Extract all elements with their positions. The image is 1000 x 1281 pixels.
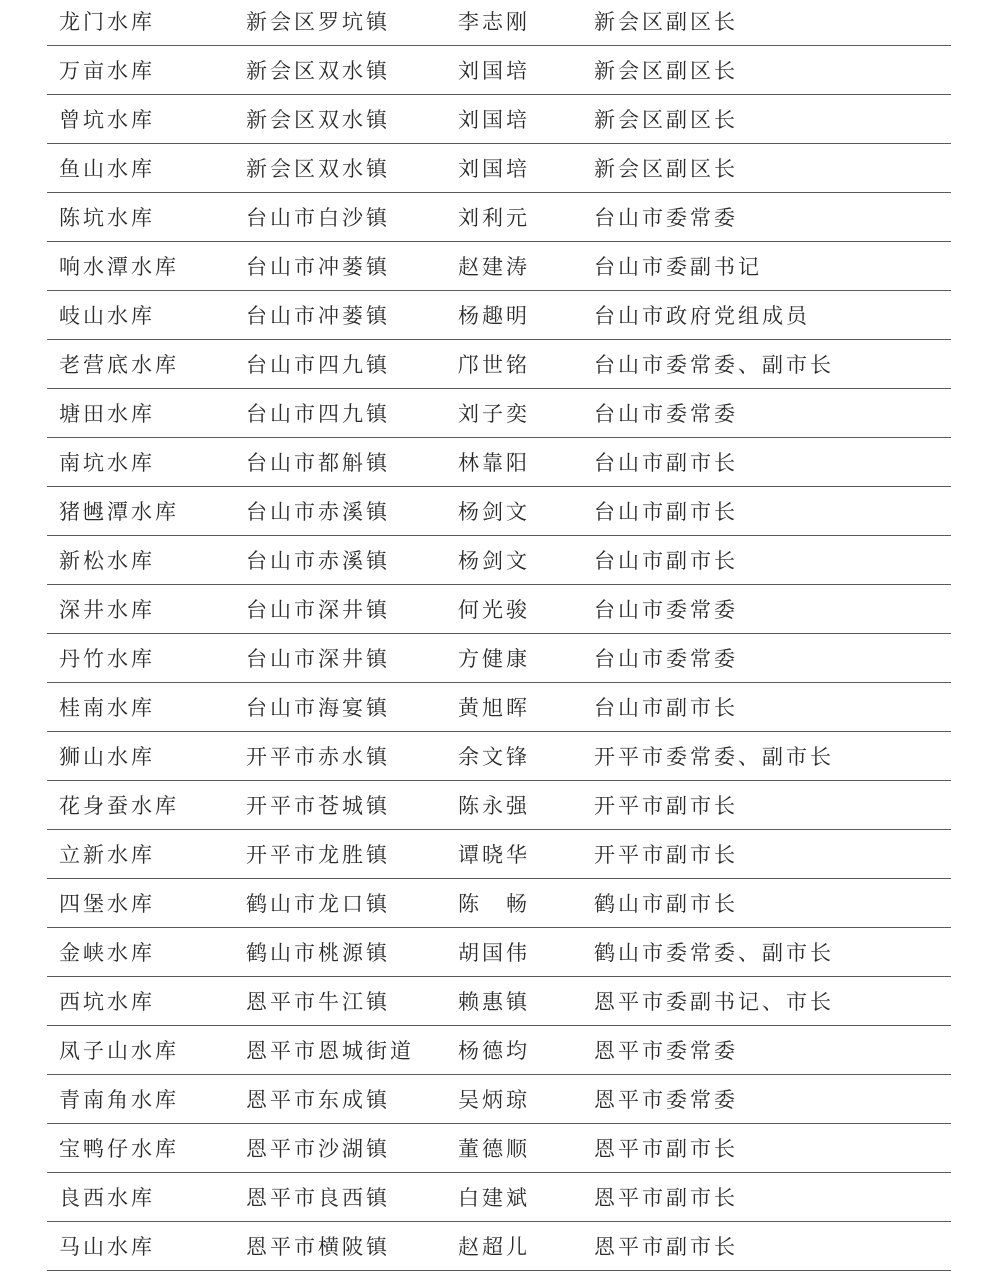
location-cell: 开平市龙胜镇	[246, 843, 390, 867]
position-title-cell: 开平市副市长	[594, 843, 738, 867]
table-row	[47, 634, 951, 683]
reservoir-name-cell: 西坑水库	[59, 990, 155, 1014]
location-cell: 鹤山市龙口镇	[246, 892, 390, 916]
position-title-cell: 台山市委常委	[594, 647, 738, 671]
table-row	[47, 1124, 951, 1173]
responsible-person-cell: 杨剑文	[458, 549, 530, 573]
position-title-cell: 新会区副区长	[594, 59, 738, 83]
table-row	[47, 438, 951, 487]
location-cell: 恩平市东成镇	[246, 1088, 390, 1112]
location-cell: 台山市深井镇	[246, 598, 390, 622]
reservoir-name-cell: 凤子山水库	[59, 1039, 179, 1063]
table-row	[47, 879, 951, 928]
responsible-person-cell: 林靠阳	[458, 451, 530, 475]
position-title-cell: 台山市副市长	[594, 451, 738, 475]
location-cell: 鹤山市桃源镇	[246, 941, 390, 965]
reservoir-name-cell: 马山水库	[59, 1235, 155, 1259]
reservoir-name-cell: 四堡水库	[59, 892, 155, 916]
position-title-cell: 恩平市副市长	[594, 1235, 738, 1259]
responsible-person-cell: 刘利元	[458, 206, 530, 230]
table-row	[47, 389, 951, 438]
location-cell: 台山市四九镇	[246, 402, 390, 426]
reservoir-name-cell: 深井水库	[59, 598, 155, 622]
location-cell: 恩平市恩城街道	[246, 1039, 414, 1063]
table-row	[47, 1222, 951, 1271]
responsible-person-cell: 杨剑文	[458, 500, 530, 524]
position-title-cell: 新会区副区长	[594, 10, 738, 34]
position-title-cell: 恩平市委常委	[594, 1088, 738, 1112]
table-row	[47, 291, 951, 340]
responsible-person-cell: 刘国培	[458, 108, 530, 132]
reservoir-name-cell: 猪乸潭水库	[59, 500, 179, 524]
location-cell: 恩平市横陂镇	[246, 1235, 390, 1259]
location-cell: 开平市赤水镇	[246, 745, 390, 769]
responsible-person-cell: 方健康	[458, 647, 530, 671]
location-cell: 台山市四九镇	[246, 353, 390, 377]
responsible-person-cell: 何光骏	[458, 598, 530, 622]
reservoir-name-cell: 青南角水库	[59, 1088, 179, 1112]
responsible-person-cell: 黄旭晖	[458, 696, 530, 720]
reservoir-responsibility-table	[47, 0, 951, 1271]
responsible-person-cell: 吴炳琼	[458, 1088, 530, 1112]
responsible-person-cell: 白建斌	[458, 1186, 530, 1210]
position-title-cell: 台山市副市长	[594, 549, 738, 573]
reservoir-name-cell: 桂南水库	[59, 696, 155, 720]
position-title-cell: 开平市委常委、副市长	[594, 745, 834, 769]
table-row	[47, 1075, 951, 1124]
responsible-person-cell: 杨趣明	[458, 304, 530, 328]
location-cell: 恩平市良西镇	[246, 1186, 390, 1210]
position-title-cell: 台山市委副书记	[594, 255, 762, 279]
reservoir-name-cell: 岐山水库	[59, 304, 155, 328]
table-row	[47, 1026, 951, 1075]
position-title-cell: 台山市委常委	[594, 206, 738, 230]
responsible-person-cell: 陈 畅	[458, 892, 530, 916]
position-title-cell: 恩平市委副书记、市长	[594, 990, 834, 1014]
position-title-cell: 开平市副市长	[594, 794, 738, 818]
table-row	[47, 487, 951, 536]
responsible-person-cell: 谭晓华	[458, 843, 530, 867]
position-title-cell: 鹤山市委常委、副市长	[594, 941, 834, 965]
location-cell: 新会区双水镇	[246, 157, 390, 181]
location-cell: 开平市苍城镇	[246, 794, 390, 818]
responsible-person-cell: 赵超儿	[458, 1235, 530, 1259]
position-title-cell: 台山市委常委、副市长	[594, 353, 834, 377]
responsible-person-cell: 邝世铭	[458, 353, 530, 377]
responsible-person-cell: 刘子奕	[458, 402, 530, 426]
responsible-person-cell: 刘国培	[458, 59, 530, 83]
reservoir-name-cell: 金峡水库	[59, 941, 155, 965]
reservoir-name-cell: 花身蚕水库	[59, 794, 179, 818]
reservoir-name-cell: 塘田水库	[59, 402, 155, 426]
table-row	[47, 830, 951, 879]
position-title-cell: 恩平市副市长	[594, 1186, 738, 1210]
responsible-person-cell: 董德顺	[458, 1137, 530, 1161]
position-title-cell: 恩平市副市长	[594, 1137, 738, 1161]
position-title-cell: 台山市委常委	[594, 598, 738, 622]
location-cell: 台山市白沙镇	[246, 206, 390, 230]
table-row	[47, 928, 951, 977]
position-title-cell: 台山市副市长	[594, 500, 738, 524]
location-cell: 台山市赤溪镇	[246, 500, 390, 524]
responsible-person-cell: 赵建涛	[458, 255, 530, 279]
reservoir-name-cell: 良西水库	[59, 1186, 155, 1210]
table-row	[47, 732, 951, 781]
reservoir-name-cell: 陈坑水库	[59, 206, 155, 230]
reservoir-name-cell: 响水潭水库	[59, 255, 179, 279]
responsible-person-cell: 李志刚	[458, 10, 530, 34]
reservoir-name-cell: 鱼山水库	[59, 157, 155, 181]
location-cell: 恩平市沙湖镇	[246, 1137, 390, 1161]
reservoir-name-cell: 南坑水库	[59, 451, 155, 475]
reservoir-name-cell: 万亩水库	[59, 59, 155, 83]
table-row	[47, 585, 951, 634]
location-cell: 台山市冲蒌镇	[246, 255, 390, 279]
reservoir-name-cell: 龙门水库	[59, 10, 155, 34]
reservoir-name-cell: 曾坑水库	[59, 108, 155, 132]
table-row	[47, 46, 951, 95]
location-cell: 台山市冲蒌镇	[246, 304, 390, 328]
reservoir-name-cell: 立新水库	[59, 843, 155, 867]
table-row	[47, 144, 951, 193]
position-title-cell: 新会区副区长	[594, 157, 738, 181]
reservoir-name-cell: 新松水库	[59, 549, 155, 573]
table-row	[47, 0, 951, 46]
table-row	[47, 977, 951, 1026]
responsible-person-cell: 赖惠镇	[458, 990, 530, 1014]
location-cell: 新会区罗坑镇	[246, 10, 390, 34]
table-row	[47, 536, 951, 585]
table-row	[47, 683, 951, 732]
location-cell: 恩平市牛江镇	[246, 990, 390, 1014]
table-row	[47, 242, 951, 291]
responsible-person-cell: 刘国培	[458, 157, 530, 181]
reservoir-name-cell: 宝鸭仔水库	[59, 1137, 179, 1161]
table-row	[47, 781, 951, 830]
responsible-person-cell: 陈永强	[458, 794, 530, 818]
responsible-person-cell: 杨德均	[458, 1039, 530, 1063]
position-title-cell: 鹤山市副市长	[594, 892, 738, 916]
position-title-cell: 台山市副市长	[594, 696, 738, 720]
table-row	[47, 340, 951, 389]
position-title-cell: 恩平市委常委	[594, 1039, 738, 1063]
location-cell: 台山市海宴镇	[246, 696, 390, 720]
table-row	[47, 95, 951, 144]
location-cell: 台山市都斛镇	[246, 451, 390, 475]
responsible-person-cell: 余文锋	[458, 745, 530, 769]
table-row	[47, 1173, 951, 1222]
position-title-cell: 台山市政府党组成员	[594, 304, 810, 328]
location-cell: 台山市深井镇	[246, 647, 390, 671]
location-cell: 新会区双水镇	[246, 59, 390, 83]
position-title-cell: 台山市委常委	[594, 402, 738, 426]
position-title-cell: 新会区副区长	[594, 108, 738, 132]
location-cell: 台山市赤溪镇	[246, 549, 390, 573]
responsible-person-cell: 胡国伟	[458, 941, 530, 965]
reservoir-name-cell: 老营底水库	[59, 353, 179, 377]
table-row	[47, 193, 951, 242]
reservoir-name-cell: 丹竹水库	[59, 647, 155, 671]
location-cell: 新会区双水镇	[246, 108, 390, 132]
reservoir-name-cell: 狮山水库	[59, 745, 155, 769]
